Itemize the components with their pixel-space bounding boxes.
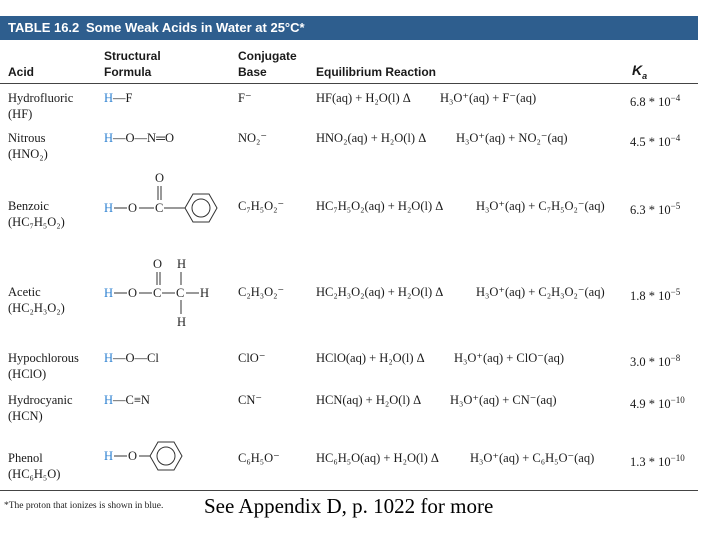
structure-rest: —O—N═O xyxy=(113,131,174,145)
ionizable-proton: H xyxy=(104,351,114,365)
conj-base-benzoic: C₇H₅O₂⁻ xyxy=(238,199,285,213)
reaction-left-nitrous: HNO₂(aq) + H₂O(l) Δ xyxy=(316,131,427,145)
ka-nitrous xyxy=(630,130,680,151)
conj-base-acetic: C₂H₃O₂⁻ xyxy=(238,285,285,299)
reaction-right-benzoic: H₃O⁺(aq) + C₇H₅O₂⁻(aq) xyxy=(476,199,605,213)
acid-name-nitrous: Nitrous xyxy=(8,131,46,145)
acid-name-phenol: Phenol xyxy=(8,451,43,465)
structure-hydrocyanic xyxy=(104,392,150,409)
ka-mantissa: 4.9 * 10 xyxy=(630,397,671,412)
ka-mantissa: 6.3 * 10 xyxy=(630,203,671,218)
conj-base-phenol: C₆H₅O⁻ xyxy=(238,451,280,465)
acid-formula-acetic: (HC₂H₃O₂) xyxy=(8,301,65,315)
bottom-rule xyxy=(0,490,698,491)
ka-mantissa: 1.3 * 10 xyxy=(630,455,671,470)
ionizable-proton: H xyxy=(104,201,114,215)
ka-exponent: −10 xyxy=(670,453,685,463)
reaction-right-nitrous: H₃O⁺(aq) + NO₂⁻(aq) xyxy=(456,131,568,145)
structure-hydrofluoric xyxy=(104,90,132,107)
ka-mantissa: 3.0 * 10 xyxy=(630,355,671,370)
ka-exponent: −5 xyxy=(670,287,681,297)
ka-hydrofluoric xyxy=(630,90,680,111)
structure-hypochlorous xyxy=(104,350,159,367)
structure-benzoic xyxy=(100,168,230,228)
header-structural-line1: Structural xyxy=(104,49,161,63)
atom-oxygen: O xyxy=(153,257,163,271)
acid-formula-hypochlorous: (HClO) xyxy=(8,367,47,381)
structure-rest: —O—Cl xyxy=(113,351,159,365)
atom-hydrogen: H xyxy=(200,286,210,300)
ionizable-proton: H xyxy=(104,449,114,463)
ka-hypochlorous xyxy=(630,350,680,371)
reaction-right-hydrocyanic: H₃O⁺(aq) + CN⁻(aq) xyxy=(450,393,557,407)
header-ka-symbol: K xyxy=(632,62,643,78)
conj-base-nitrous: NO₂⁻ xyxy=(238,131,268,145)
ka-exponent: −8 xyxy=(670,353,681,363)
acid-formula-nitrous: (HNO₂) xyxy=(8,147,48,161)
atom-oxygen: O xyxy=(155,171,165,185)
see-appendix-note: See Appendix D, p. 1022 for more xyxy=(204,494,494,518)
atom-carbon: C xyxy=(155,201,164,215)
ka-exponent: −4 xyxy=(670,93,681,103)
conj-base-hydrofluoric: F⁻ xyxy=(238,91,252,105)
table-title: Some Weak Acids in Water at 25°C* xyxy=(86,20,305,35)
acid-formula-hydrofluoric: (HF) xyxy=(8,107,33,121)
acid-name-hypochlorous: Hypochlorous xyxy=(8,351,79,365)
structure-rest: —C≡N xyxy=(113,393,150,407)
reaction-left-acetic: HC₂H₃O₂(aq) + H₂O(l) Δ xyxy=(316,285,444,299)
acid-formula-benzoic: (HC₇H₅O₂) xyxy=(8,215,65,229)
header-conjugate-line2: Base xyxy=(238,65,267,79)
header-ka-subscript: a xyxy=(642,70,648,81)
ka-exponent: −10 xyxy=(670,395,685,405)
header-structural-line2: Formula xyxy=(104,65,152,79)
header-rule xyxy=(0,83,698,84)
structure-phenol xyxy=(100,432,200,482)
table-number: TABLE 16.2 xyxy=(8,20,80,35)
reaction-left-hypochlorous: HClO(aq) + H₂O(l) Δ xyxy=(316,351,425,365)
reaction-right-hypochlorous: H₃O⁺(aq) + ClO⁻(aq) xyxy=(454,351,564,365)
ka-exponent: −4 xyxy=(670,133,681,143)
ka-exponent: −5 xyxy=(670,201,681,211)
header-structural xyxy=(104,48,161,80)
atom-oxygen: O xyxy=(128,449,138,463)
acid-formula-hydrocyanic: (HCN) xyxy=(8,409,43,423)
ka-benzoic xyxy=(630,198,680,219)
ionizable-proton: H xyxy=(104,286,114,300)
header-acid: Acid xyxy=(8,65,35,79)
acid-name-hydrocyanic: Hydrocyanic xyxy=(8,393,73,407)
reaction-right-hydrofluoric: H₃O⁺(aq) + F⁻(aq) xyxy=(440,91,537,105)
ionizable-proton: H xyxy=(104,393,114,407)
conj-base-hypochlorous: ClO⁻ xyxy=(238,351,266,365)
atom-oxygen: O xyxy=(128,201,138,215)
ka-acetic xyxy=(630,284,680,305)
header-conjugate-line1: Conjugate xyxy=(238,49,297,63)
reaction-right-phenol: H₃O⁺(aq) + C₆H₅O⁻(aq) xyxy=(470,451,595,465)
atom-oxygen: O xyxy=(128,286,138,300)
header-ka xyxy=(632,62,647,84)
acid-name-acetic: Acetic xyxy=(8,285,41,299)
reaction-right-acetic: H₃O⁺(aq) + C₂H₃O₂⁻(aq) xyxy=(476,285,605,299)
ka-phenol xyxy=(630,450,685,471)
footnote: *The proton that ionizes is shown in blue. xyxy=(4,501,164,511)
structure-acetic xyxy=(100,252,230,332)
ionizable-proton: H xyxy=(104,131,114,145)
benzene-ring xyxy=(185,194,217,222)
benzene-ring xyxy=(150,442,182,470)
header-reaction: Equilibrium Reaction xyxy=(316,65,437,79)
structure-rest: —F xyxy=(113,91,133,105)
table-title-bar xyxy=(0,16,698,40)
acid-name-hydrofluoric: Hydrofluoric xyxy=(8,91,74,105)
ionizable-proton: H xyxy=(104,91,114,105)
acid-formula-phenol: (HC₆H₅O) xyxy=(8,467,61,481)
atom-carbon: C xyxy=(153,286,162,300)
acid-name-benzoic: Benzoic xyxy=(8,199,49,213)
atom-carbon: C xyxy=(176,286,185,300)
conj-base-hydrocyanic: CN⁻ xyxy=(238,393,262,407)
structure-nitrous xyxy=(104,130,174,147)
reaction-left-phenol: HC₆H₅O(aq) + H₂O(l) Δ xyxy=(316,451,439,465)
header-conjugate xyxy=(238,48,297,80)
reaction-left-hydrocyanic: HCN(aq) + H₂O(l) Δ xyxy=(316,393,422,407)
ka-mantissa: 6.8 * 10 xyxy=(630,95,671,110)
ka-hydrocyanic xyxy=(630,392,685,413)
reaction-left-benzoic: HC₇H₅O₂(aq) + H₂O(l) Δ xyxy=(316,199,444,213)
atom-hydrogen: H xyxy=(177,257,187,271)
ka-mantissa: 1.8 * 10 xyxy=(630,289,671,304)
reaction-left-hydrofluoric: HF(aq) + H₂O(l) Δ xyxy=(316,91,411,105)
ka-mantissa: 4.5 * 10 xyxy=(630,135,671,150)
atom-hydrogen: H xyxy=(177,315,187,329)
